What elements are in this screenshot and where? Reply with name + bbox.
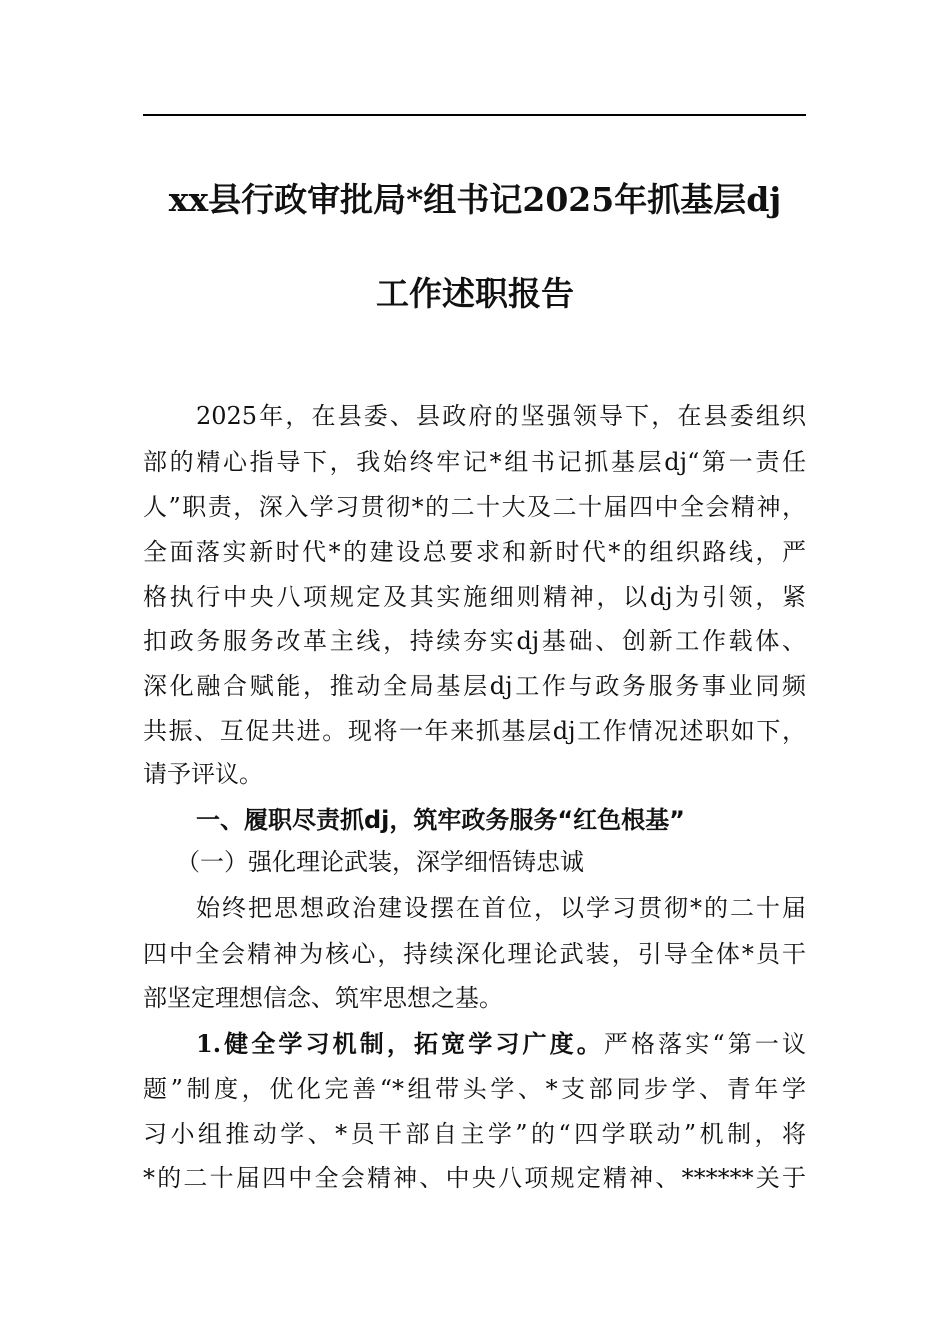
intro-line: 人”职责，深入学习贯彻*的二十大及二十届四中全会精神， [143, 493, 806, 521]
title-line-1: xx县行政审批局*组书记2025年抓基层dj [168, 180, 782, 219]
intro-line: 扣政务服务改革主线，持续夯实dj基础、创新工作载体、 [143, 627, 806, 655]
para-line: 部坚定理想信念、筑牢思想之基。 [143, 984, 503, 1012]
intro-line: 请予评议。 [143, 760, 263, 788]
para-line: 习小组推动学、*员干部自主学”的“四学联动”机制，将 [143, 1120, 806, 1148]
intro-line: 格执行中央八项规定及其实施细则精神，以dj为引领，紧 [143, 583, 806, 611]
bold-lead: 1.健全学习机制，拓宽学习广度。 [196, 1029, 604, 1058]
para-line: 题”制度，优化完善“*组带头学、*支部同步学、青年学 [143, 1075, 806, 1103]
intro-line: 部的精心指导下，我始终牢记*组书记抓基层dj“第一责任 [143, 448, 806, 476]
para-line [196, 1029, 806, 1059]
section-heading: 一、履职尽责抓dj，筑牢政务服务“红色根基” [196, 806, 685, 834]
intro-line: 2025年，在县委、县政府的坚强领导下，在县委组织 [196, 402, 806, 430]
para-line: 四中全会精神为核心，持续深化理论武装，引导全体*员干 [143, 940, 806, 968]
intro-line: 深化融合赋能，推动全局基层dj工作与政务服务事业同频 [143, 672, 806, 700]
intro-line: 共振、互促共进。现将一年来抓基层dj工作情况述职如下， [143, 717, 806, 745]
para-text: 严格落实“第一议 [603, 1030, 806, 1058]
subsection-heading: （一）强化理论武装，深学细悟铸忠诚 [176, 848, 584, 876]
title-line-2: 工作述职报告 [376, 274, 574, 313]
intro-line: 全面落实新时代*的建设总要求和新时代*的组织路线，严 [143, 538, 806, 566]
para-line: 始终把思想政治建设摆在首位，以学习贯彻*的二十届 [196, 894, 806, 922]
header-rule [143, 114, 806, 116]
para-line: *的二十届四中全会精神、中央八项规定精神、******关于 [143, 1164, 806, 1192]
